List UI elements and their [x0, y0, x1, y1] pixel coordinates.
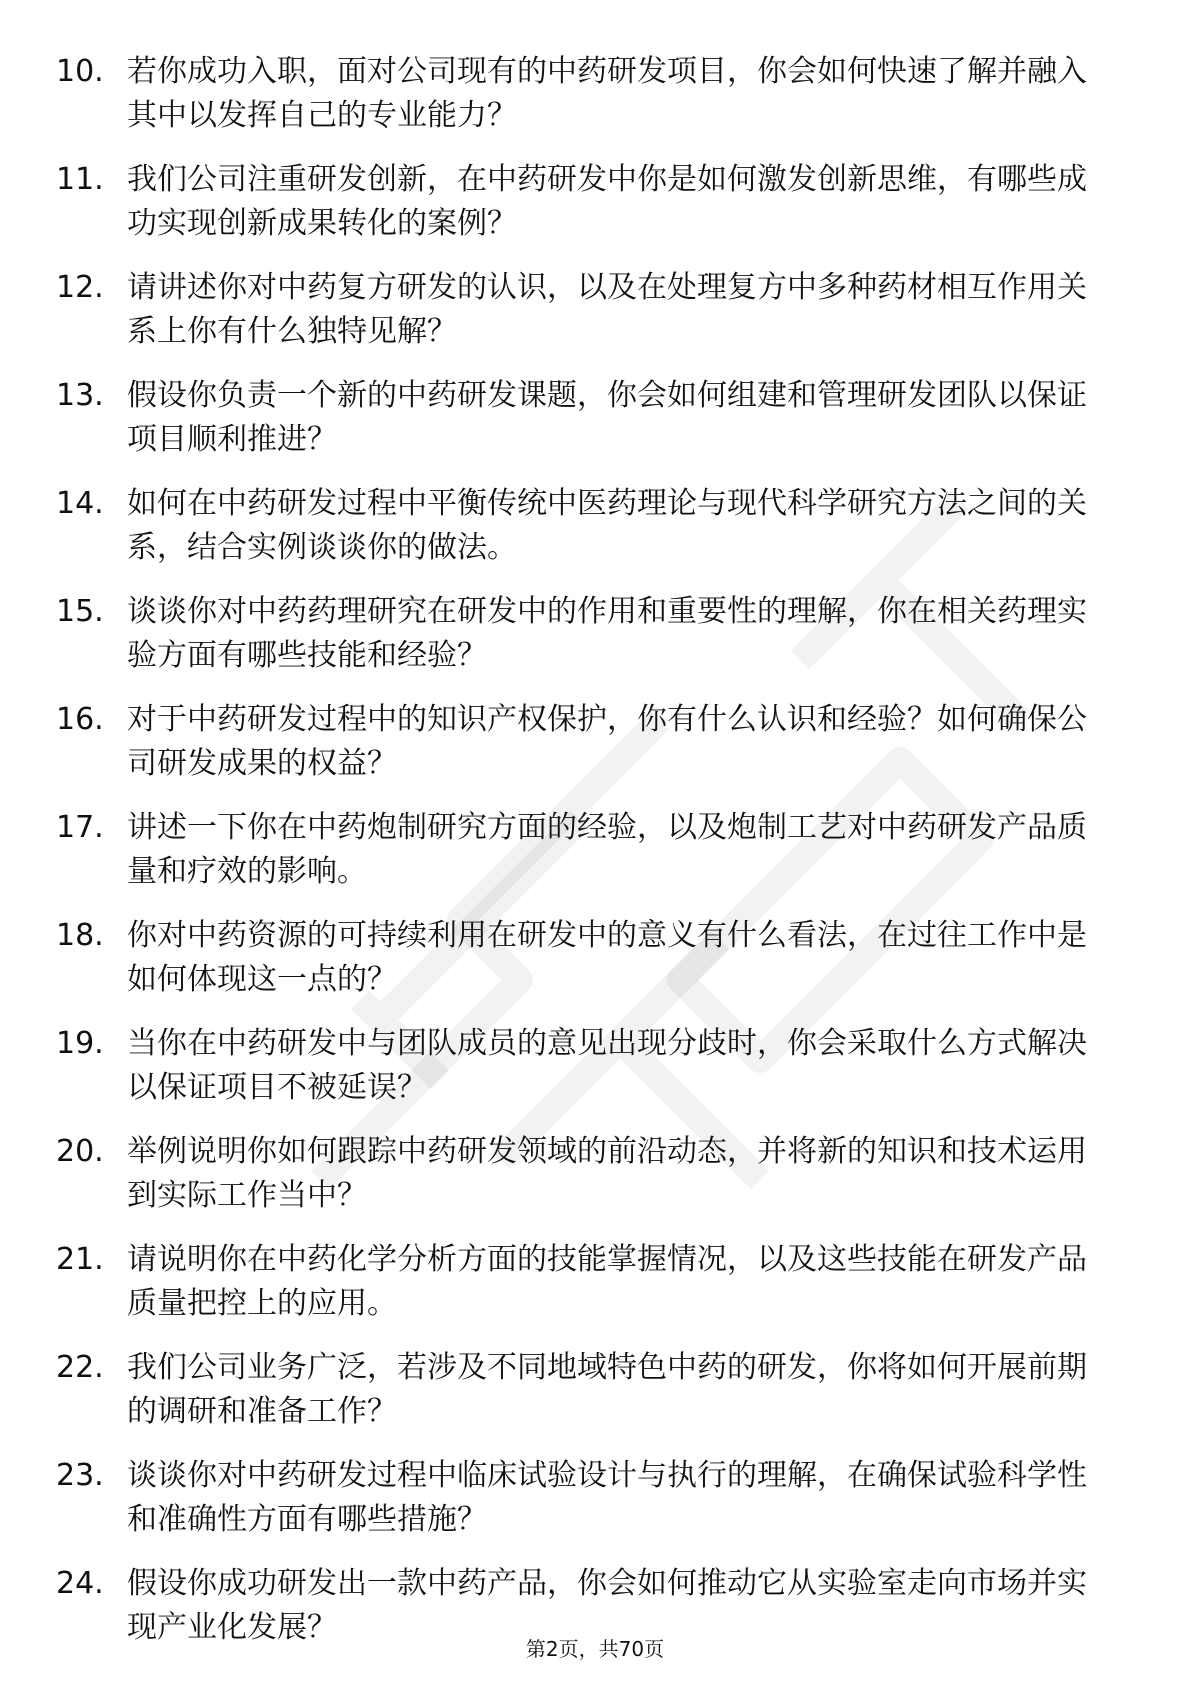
question-item	[0, 590, 1190, 698]
question-text: 假设你成功研发出一款中药产品，你会如何推动它从实验室走向市场并实现产业化发展？	[127, 1566, 1087, 1645]
question-text: 若你成功入职，面对公司现有的中药研发项目，你会如何快速了解并融入其中以发挥自己的专业能力？	[127, 54, 1087, 133]
question-text: 当你在中药研发中与团队成员的意见出现分歧时，你会采取什么方式解决以保证项目不被延误？	[127, 1026, 1087, 1105]
question-text: 谈谈你对中药药理研究在研发中的作用和重要性的理解，你在相关药理实验方面有哪些技能和经验？	[127, 594, 1087, 673]
question-item	[0, 50, 1190, 158]
question-number: 10.	[56, 54, 104, 89]
page-footer: 第2页，共70页	[525, 1637, 665, 1661]
question-text: 如何在中药研发过程中平衡传统中医药理论与现代科学研究方法之间的关系，结合实例谈谈你的做法。	[127, 486, 1087, 565]
question-number: 19.	[56, 1026, 104, 1061]
question-number: 21.	[56, 1242, 104, 1277]
question-item	[0, 482, 1190, 590]
question-text: 请讲述你对中药复方研发的认识，以及在处理复方中多种药材相互作用关系上你有什么独特见解？	[127, 270, 1087, 349]
question-item	[0, 1130, 1190, 1238]
question-number: 23.	[56, 1458, 104, 1493]
question-text: 你对中药资源的可持续利用在研发中的意义有什么看法，在过往工作中是如何体现这一点的？	[127, 918, 1087, 997]
question-item	[0, 1022, 1190, 1130]
question-text: 讲述一下你在中药炮制研究方面的经验，以及炮制工艺对中药研发产品质量和疗效的影响。	[127, 810, 1087, 889]
question-text: 假设你负责一个新的中药研发课题，你会如何组建和管理研发团队以保证项目顺利推进？	[127, 378, 1087, 457]
question-number: 14.	[56, 486, 104, 521]
question-text: 我们公司注重研发创新，在中药研发中你是如何激发创新思维，有哪些成功实现创新成果转化的案例？	[127, 162, 1087, 241]
question-item	[0, 374, 1190, 482]
question-number: 12.	[56, 270, 104, 305]
question-item	[0, 1238, 1190, 1346]
question-text: 请说明你在中药化学分析方面的技能掌握情况，以及这些技能在研发产品质量把控上的应用。	[127, 1242, 1087, 1321]
question-number: 20.	[56, 1134, 104, 1169]
question-number: 13.	[56, 378, 104, 413]
question-item	[0, 806, 1190, 914]
question-text: 我们公司业务广泛，若涉及不同地域特色中药的研发，你将如何开展前期的调研和准备工作？	[127, 1350, 1087, 1429]
question-item	[0, 914, 1190, 1022]
question-item	[0, 158, 1190, 266]
question-list	[0, 50, 1190, 1670]
question-item	[0, 266, 1190, 374]
question-number: 18.	[56, 918, 104, 953]
question-item	[0, 1346, 1190, 1454]
question-text: 举例说明你如何跟踪中药研发领域的前沿动态，并将新的知识和技术运用到实际工作当中？	[127, 1134, 1087, 1213]
question-number: 22.	[56, 1350, 104, 1385]
question-number: 11.	[56, 162, 104, 197]
question-item	[0, 1454, 1190, 1562]
question-text: 对于中药研发过程中的知识产权保护，你有什么认识和经验？如何确保公司研发成果的权益？	[127, 702, 1087, 781]
question-number: 17.	[56, 810, 104, 845]
question-number: 15.	[56, 594, 104, 629]
question-number: 16.	[56, 702, 104, 737]
question-number: 24.	[56, 1566, 104, 1601]
question-text: 谈谈你对中药研发过程中临床试验设计与执行的理解，在确保试验科学性和准确性方面有哪些措施？	[127, 1458, 1087, 1537]
question-item	[0, 698, 1190, 806]
